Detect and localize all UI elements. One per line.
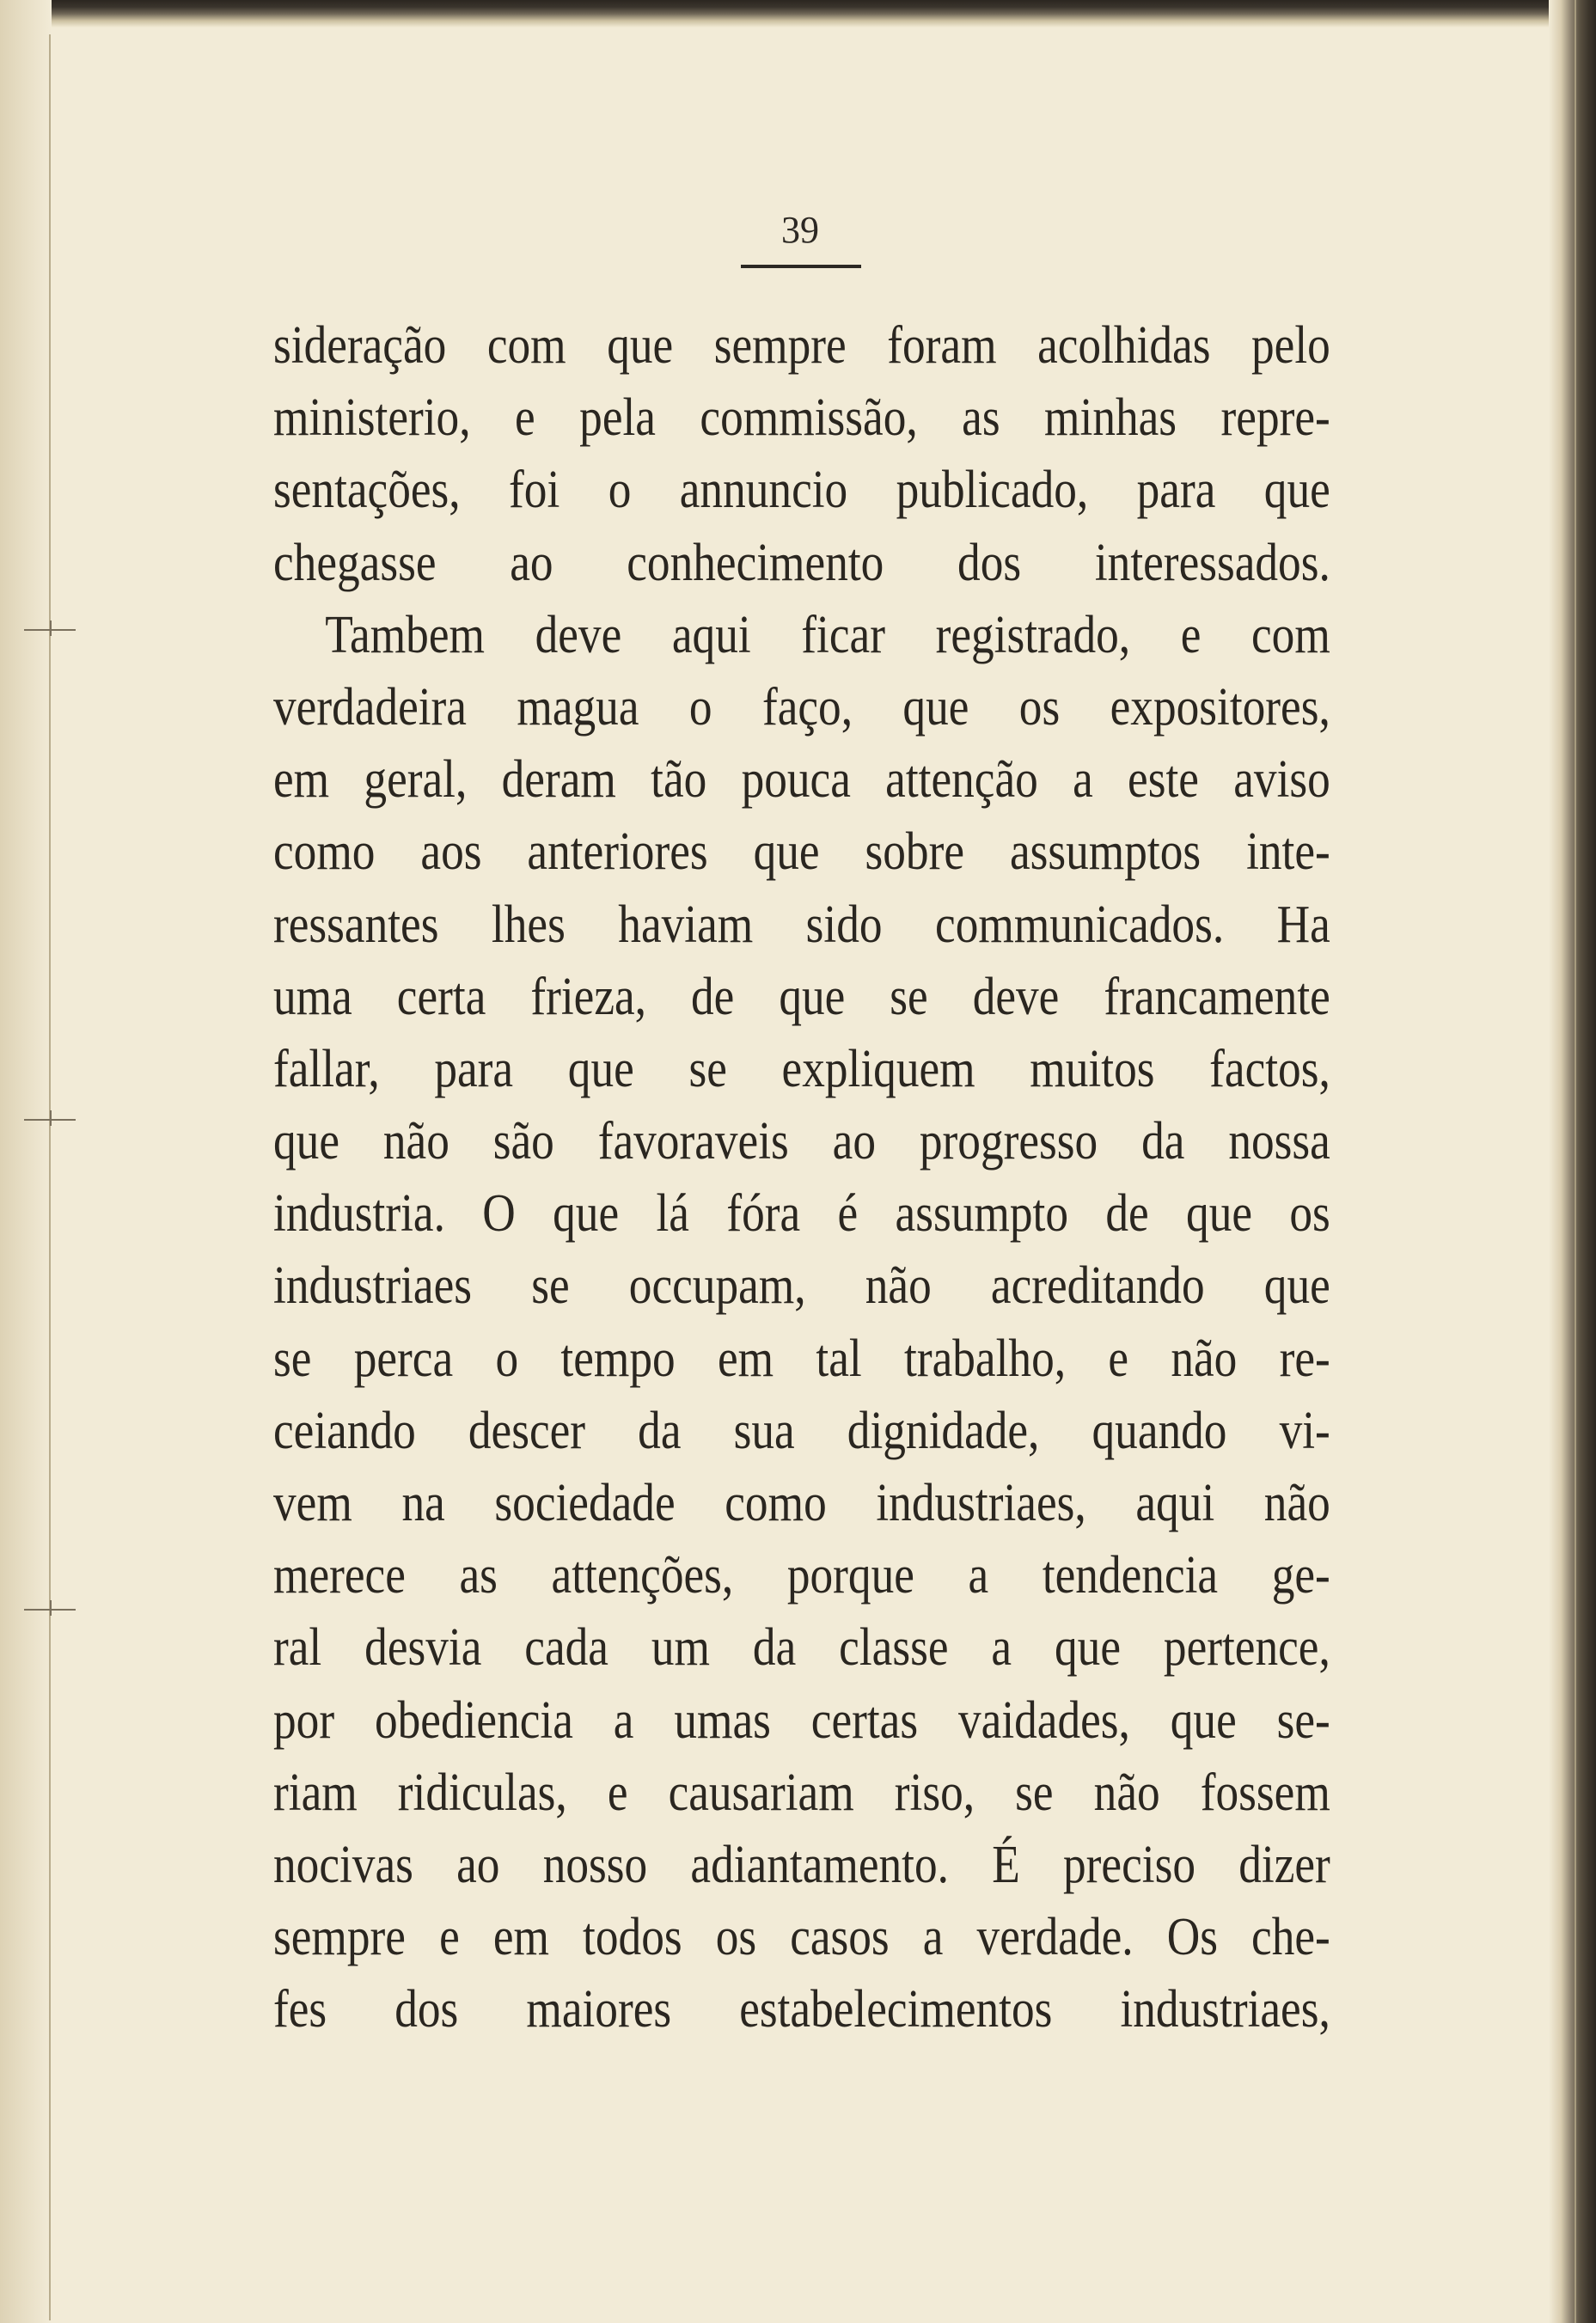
text-line: vem na sociedade como industriaes, aqui não bbox=[273, 1474, 1330, 1532]
text-line: sentações, foi o annuncio publicado, para que bbox=[273, 461, 1330, 520]
text-line: ressantes lhes haviam sido communicados. Ha bbox=[273, 895, 1330, 954]
margin-tick-mark bbox=[50, 1600, 52, 1616]
right-page-edge bbox=[1549, 0, 1596, 2323]
left-binding-line bbox=[49, 34, 51, 2320]
text-line: fes dos maiores estabelecimentos industriaes, bbox=[273, 1980, 1330, 2039]
text-line: fallar, para que se expliquem muitos factos, bbox=[273, 1039, 1330, 1098]
body-text bbox=[273, 309, 1330, 2046]
text-line: se perca o tempo em tal trabalho, e não re- bbox=[273, 1329, 1330, 1388]
text-line: uma certa frieza, de que se deve francamente bbox=[273, 967, 1330, 1026]
text-line: sideração com que sempre foram acolhidas pelo bbox=[273, 316, 1330, 375]
text-line: em geral, deram tão pouca attenção a este aviso bbox=[273, 750, 1330, 810]
text-line: riam ridiculas, e causariam riso, se não fossem bbox=[273, 1763, 1330, 1822]
top-page-edge bbox=[0, 0, 1596, 28]
text-line: ceiando descer da sua dignidade, quando vi- bbox=[273, 1401, 1330, 1460]
text-line: chegasse ao conhecimento dos interessados. bbox=[273, 533, 1330, 592]
page-number: 39 bbox=[781, 209, 819, 251]
page-number-rule bbox=[741, 265, 861, 268]
text-line: por obediencia a umas certas vaidades, que se- bbox=[273, 1690, 1330, 1750]
text-line: Tambem deve aqui ficar registrado, e com bbox=[325, 605, 1330, 664]
left-page-edge bbox=[0, 0, 52, 2323]
text-line: sempre e em todos os casos a verdade. Os che- bbox=[273, 1908, 1330, 1967]
text-line: industria. O que lá fóra é assumpto de que os bbox=[273, 1184, 1330, 1244]
text-line: industriaes se occupam, não acreditando que bbox=[273, 1256, 1330, 1316]
right-page-stack-line bbox=[1575, 0, 1576, 2323]
text-line: nocivas ao nosso adiantamento. É preciso dizer bbox=[273, 1835, 1330, 1894]
margin-tick-mark bbox=[50, 1110, 52, 1126]
margin-tick-mark bbox=[50, 620, 52, 636]
text-line: ministerio, e pela commissão, as minhas repre- bbox=[273, 388, 1330, 448]
text-line: verdadeira magua o faço, que os expositores, bbox=[273, 677, 1330, 737]
text-line: que não são favoraveis ao progresso da nossa bbox=[273, 1112, 1330, 1171]
text-line: como aos anteriores que sobre assumptos inte- bbox=[273, 822, 1330, 882]
text-line: ral desvia cada um da classe a que pertence, bbox=[273, 1618, 1330, 1678]
text-line: merece as attenções, porque a tendencia ge- bbox=[273, 1546, 1330, 1605]
